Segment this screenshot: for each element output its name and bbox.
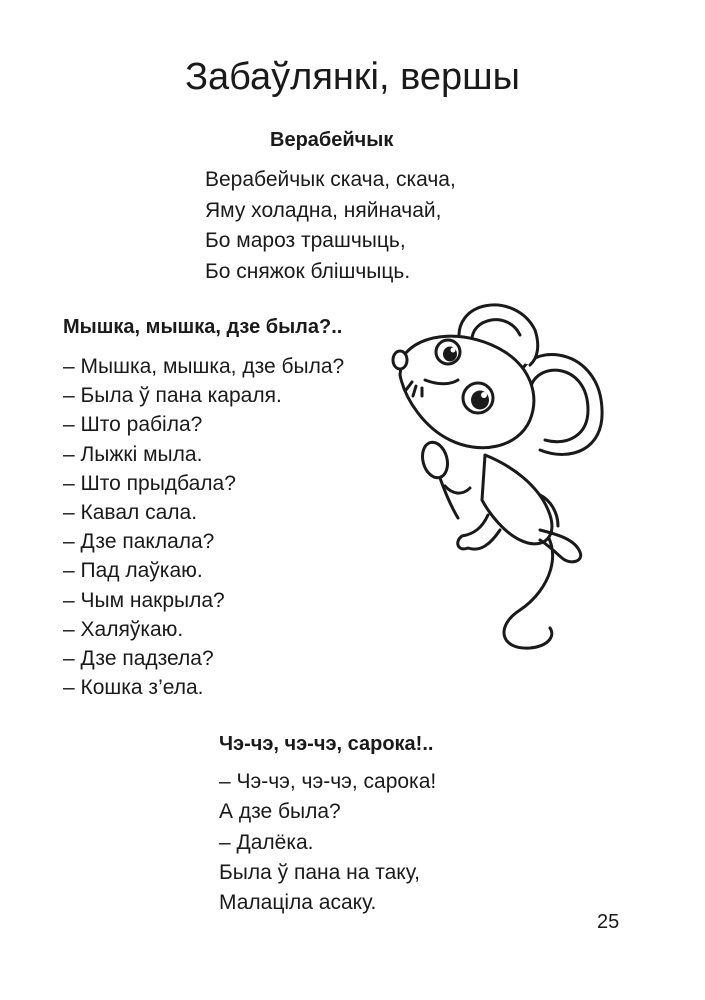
page-title: Забаўлянкі, вершы [185, 56, 520, 98]
poem-line: – Пад лаўкаю. [63, 559, 203, 583]
poem-saroka [219, 767, 436, 918]
poem-line: А дзе была? [219, 800, 341, 824]
poem-line: Верабейчык скача, скача, [205, 168, 456, 191]
mouse-illustration [390, 290, 605, 680]
poem-line: – Чэ-чэ, чэ-чэ, сарока! [219, 770, 437, 793]
poem-line: – Дзе паклала? [63, 530, 215, 554]
poem-line: – Чым накрыла? [63, 588, 225, 612]
poem-line: – Кошка з’ела. [63, 676, 204, 700]
poem-line: – Была ў пана караля. [63, 384, 282, 408]
poem-line: – Лыжкі мыла. [63, 442, 203, 466]
poem-line: – Халяўкаю. [63, 617, 184, 641]
poem-title-saroka: Чэ-чэ, чэ-чэ, сарока!.. [219, 733, 434, 755]
poem-line: – Мышка, мышка, дзе была? [63, 355, 345, 378]
poem-title-verabeichyk: Верабейчык [270, 129, 394, 151]
poem-line: Яму холадна, няйначай, [205, 198, 442, 222]
mouse-spoon [419, 440, 470, 518]
poem-line: – Кавал сала. [63, 501, 198, 525]
poem-line: Малаціла асаку. [219, 891, 377, 915]
page-number: 25 [597, 911, 620, 933]
poem-line: – Што прыдбала? [63, 471, 236, 495]
poem-title-myshka: Мышка, мышка, дзе была?.. [63, 316, 343, 338]
poem-line: Бо сняжок блішчыць. [205, 259, 411, 283]
poem-myshka [63, 352, 344, 702]
poem-line: Была ў пана на таку, [219, 860, 420, 884]
poem-line: – Што рабіла? [63, 413, 203, 437]
poem-line: – Дзе падзела? [63, 647, 214, 671]
poem-line: – Далёка. [219, 830, 314, 854]
poem-line: Бо мароз трашчыць, [205, 229, 406, 252]
poem-verabeichyk [205, 165, 456, 287]
